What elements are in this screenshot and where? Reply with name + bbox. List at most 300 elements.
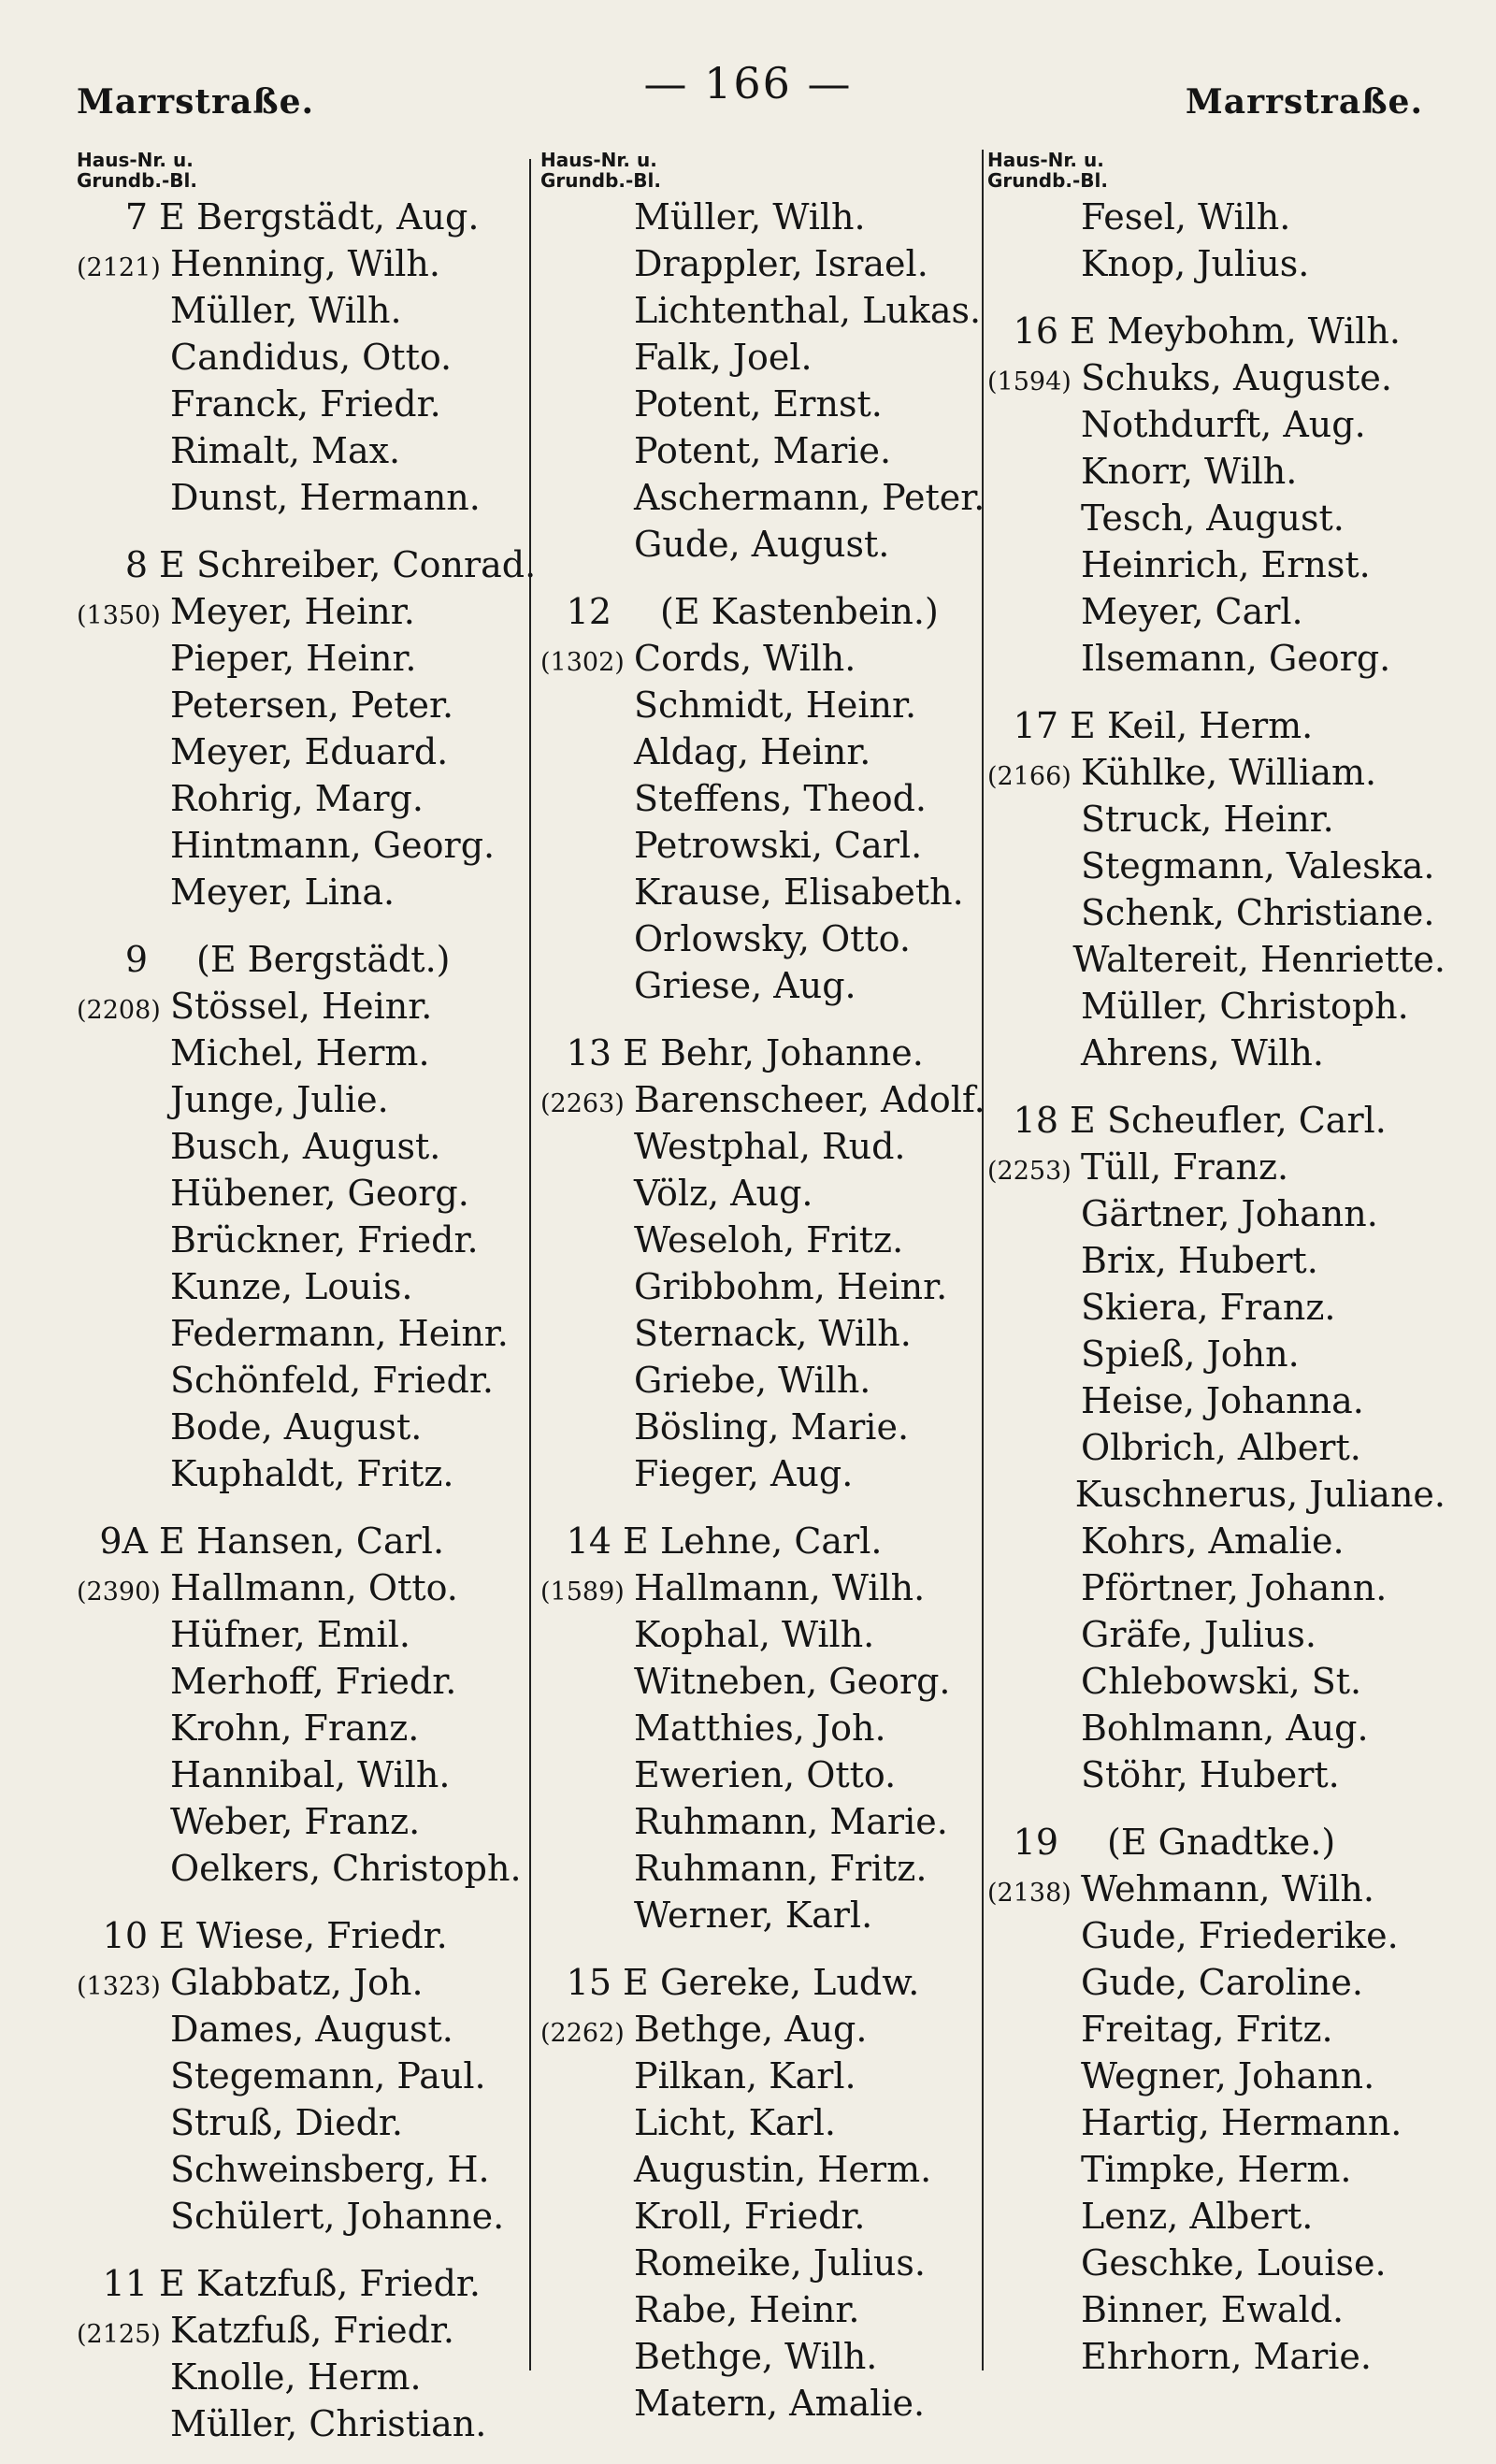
tenant-name: Struß, Diedr.	[170, 2102, 403, 2143]
street-name-right: Marrstraße.	[1185, 82, 1423, 122]
tenant-name: Heinrich, Ernst.	[1081, 544, 1371, 585]
tenant-name: Junge, Julie.	[170, 1079, 389, 1120]
tenant-row	[77, 1708, 544, 1754]
tenant-name: Oelkers, Christoph.	[170, 1848, 522, 1889]
land-register-number: (2138)	[987, 1879, 1072, 1908]
page-number: — 166 —	[643, 58, 853, 108]
tenant-row	[987, 1754, 1446, 1801]
tenant-name: Hannibal, Wilh.	[170, 1754, 451, 1795]
tenant-name: Meyer, Heinr.	[170, 591, 415, 632]
house-number: 13	[566, 1032, 611, 1073]
tenant-name: Barenscheer, Adolf.	[634, 1079, 985, 1120]
tenant-row	[77, 1406, 544, 1453]
tenant-row	[540, 731, 985, 778]
tenant-row	[540, 243, 985, 290]
tenant-name: Gräfe, Julius.	[1081, 1614, 1316, 1655]
tenant-name: Ruhmann, Fritz.	[634, 1848, 928, 1889]
tenant-row	[987, 2149, 1446, 2196]
house-entry-row	[540, 591, 985, 638]
tenant-name: Binner, Ewald.	[1081, 2289, 1345, 2330]
land-register-number: (1302)	[540, 648, 625, 677]
owner-marker: E	[159, 2263, 185, 2304]
tenant-row	[77, 778, 544, 825]
tenant-row	[540, 383, 985, 430]
tenant-row	[77, 638, 544, 684]
tenant-row	[987, 1287, 1446, 1333]
tenant-row	[987, 1474, 1446, 1520]
house-entry-row	[987, 1100, 1446, 1146]
house-entry-row	[987, 310, 1446, 357]
tenant-row	[540, 638, 985, 684]
tenant-name: Heise, Johanna.	[1081, 1380, 1364, 1421]
tenant-row	[540, 2009, 985, 2055]
tenant-row	[987, 1380, 1446, 1427]
land-register-number: (2166)	[987, 762, 1072, 791]
tenant-name: Müller, Wilh.	[634, 196, 866, 238]
tenant-row	[540, 1661, 985, 1708]
tenant-row	[77, 986, 544, 1032]
tenant-name: Spieß, John.	[1081, 1333, 1300, 1375]
tenant-name: Glabbatz, Joh.	[170, 1962, 424, 2003]
tenant-row	[540, 965, 985, 1012]
tenant-row	[540, 196, 985, 243]
tenant-name: Bohlmann, Aug.	[1081, 1708, 1369, 1749]
tenant-row	[987, 591, 1446, 638]
tenant-name: Fieger, Aug.	[634, 1453, 854, 1494]
tenant-name: Kunze, Louis.	[170, 1266, 413, 1307]
house-number: 14	[566, 1520, 611, 1562]
house-entry-row	[77, 1915, 544, 1962]
tenant-row	[987, 1146, 1446, 1193]
tenant-name: Dames, August.	[170, 2009, 453, 2050]
tenant-row	[540, 477, 985, 524]
house-number: 8	[124, 544, 148, 585]
tenant-row	[987, 638, 1446, 684]
tenant-row	[540, 430, 985, 477]
tenant-name: Pilkan, Karl.	[634, 2055, 856, 2097]
tenant-name: Tüll, Franz.	[1081, 1146, 1289, 1188]
tenant-name: Kroll, Friedr.	[634, 2196, 866, 2237]
owner-marker: E	[623, 1962, 649, 2003]
tenant-name: Kuschnerus, Juliane.	[1074, 1474, 1446, 1515]
house-number: 18	[1013, 1100, 1058, 1141]
owner-name: Lehne, Carl.	[660, 1520, 883, 1562]
owner-marker: E	[1070, 310, 1096, 352]
land-register-number: (2208)	[77, 996, 161, 1025]
tenant-row	[987, 544, 1446, 591]
tenant-row	[77, 430, 544, 477]
tenant-row	[77, 1801, 544, 1848]
tenant-name: Griebe, Wilh.	[634, 1360, 871, 1401]
tenant-row	[77, 1754, 544, 1801]
owner-name: Wiese, Friedr.	[196, 1915, 448, 1956]
house-number: 9A	[99, 1520, 148, 1562]
house-entry-row	[77, 1520, 544, 1567]
tenant-row	[987, 196, 1446, 243]
tenant-row	[987, 986, 1446, 1032]
tenant-row	[987, 939, 1446, 986]
tenant-name: Stegemann, Paul.	[170, 2055, 486, 2097]
tenant-name: Knorr, Wilh.	[1081, 451, 1298, 492]
tenant-row	[77, 2196, 544, 2242]
tenant-name: Müller, Christoph.	[1081, 986, 1409, 1027]
tenant-row	[77, 1079, 544, 1126]
tenant-name: Gude, August.	[634, 524, 890, 565]
house-entry-row	[987, 1822, 1446, 1868]
tenant-row	[540, 2196, 985, 2242]
tenant-name: Tesch, August.	[1081, 497, 1345, 539]
tenant-name: Hallmann, Otto.	[170, 1567, 458, 1608]
tenant-name: Hartig, Hermann.	[1081, 2102, 1402, 2143]
owner-marker: E	[1070, 705, 1096, 746]
tenant-row	[77, 477, 544, 524]
tenant-row	[77, 2310, 544, 2356]
column-header-line: Haus-Nr. u.	[77, 150, 194, 171]
tenant-row	[77, 2356, 544, 2403]
tenant-name: Brix, Hubert.	[1081, 1240, 1318, 1281]
tenant-name: Licht, Karl.	[634, 2102, 837, 2143]
tenant-name: Aschermann, Peter.	[634, 477, 985, 518]
tenant-name: Schenk, Christiane.	[1081, 892, 1435, 933]
tenant-name: Aldag, Heinr.	[634, 731, 871, 772]
owner-marker: E	[623, 1520, 649, 1562]
tenant-row	[987, 2242, 1446, 2289]
owner-name: Katzfuß, Friedr.	[196, 2263, 481, 2304]
tenant-name: Ehrhorn, Marie.	[1081, 2336, 1372, 2377]
tenant-name: Chlebowski, St.	[1081, 1661, 1362, 1702]
tenant-row	[987, 2055, 1446, 2102]
tenant-name: Lichtenthal, Lukas.	[634, 290, 982, 331]
tenant-row	[987, 752, 1446, 799]
tenant-name: Gärtner, Johann.	[1081, 1193, 1378, 1234]
tenant-row	[540, 1173, 985, 1219]
tenant-row	[77, 1266, 544, 1313]
tenant-name: Romeike, Julius.	[634, 2242, 926, 2284]
column-3	[987, 150, 1446, 2441]
tenant-row	[540, 825, 985, 872]
tenant-row	[77, 2009, 544, 2055]
tenant-row	[540, 918, 985, 965]
tenant-row	[987, 1567, 1446, 1614]
column-header-line: Haus-Nr. u.	[540, 150, 657, 171]
tenant-row	[540, 2383, 985, 2429]
owner-name: Behr, Johanne.	[660, 1032, 924, 1073]
tenant-row	[987, 1333, 1446, 1380]
tenant-name: Potent, Ernst.	[634, 383, 883, 425]
tenant-row	[987, 1708, 1446, 1754]
owner-name: Keil, Herm.	[1107, 705, 1314, 746]
land-register-number: (2263)	[540, 1089, 625, 1118]
tenant-name: Matern, Amalie.	[634, 2383, 926, 2424]
tenant-name: Drappler, Israel.	[634, 243, 928, 284]
tenant-name: Meyer, Eduard.	[170, 731, 449, 772]
owner-name: Hansen, Carl.	[196, 1520, 445, 1562]
tenant-name: Rabe, Heinr.	[634, 2289, 860, 2330]
tenant-name: Pförtner, Johann.	[1081, 1567, 1388, 1608]
tenant-name: Hintmann, Georg.	[170, 825, 496, 866]
owner-name: Meybohm, Wilh.	[1107, 310, 1401, 352]
tenant-name: Rimalt, Max.	[170, 430, 401, 471]
tenant-row	[540, 778, 985, 825]
tenant-name: Ewerien, Otto.	[634, 1754, 897, 1795]
tenant-row	[987, 892, 1446, 939]
tenant-row	[77, 1453, 544, 1500]
tenant-name: Geschke, Louise.	[1081, 2242, 1387, 2284]
tenant-name: Matthies, Joh.	[634, 1708, 886, 1749]
tenant-row	[987, 1427, 1446, 1474]
tenant-row	[540, 1453, 985, 1500]
tenant-name: Kühlke, William.	[1081, 752, 1377, 793]
tenant-name: Werner, Karl.	[634, 1895, 873, 1936]
tenant-name: Waltereit, Henriette.	[1072, 939, 1446, 980]
tenant-name: Federmann, Heinr.	[170, 1313, 509, 1354]
house-entry-row	[77, 196, 544, 243]
tenant-row	[540, 1614, 985, 1661]
tenant-row	[77, 825, 544, 872]
column-header	[540, 150, 985, 191]
tenant-name: Nothdurft, Aug.	[1081, 404, 1366, 445]
tenant-row	[540, 524, 985, 570]
tenant-row	[540, 2242, 985, 2289]
owner-marker: E	[1070, 1100, 1096, 1141]
tenant-row	[77, 731, 544, 778]
land-register-number: (1589)	[540, 1578, 625, 1607]
tenant-row	[77, 1614, 544, 1661]
tenant-row	[77, 1848, 544, 1895]
tenant-name: Brückner, Friedr.	[170, 1219, 479, 1261]
tenant-row	[540, 1895, 985, 1941]
tenant-row	[77, 337, 544, 383]
house-number: 7	[124, 196, 148, 238]
tenant-row	[540, 2336, 985, 2383]
house-number: 19	[1013, 1822, 1058, 1863]
tenant-row	[77, 1126, 544, 1173]
tenant-name: Skiera, Franz.	[1081, 1287, 1336, 1328]
tenant-name: Müller, Wilh.	[170, 290, 402, 331]
tenant-name: Ruhmann, Marie.	[634, 1801, 948, 1842]
tenant-row	[987, 845, 1446, 892]
tenant-row	[540, 1848, 985, 1895]
tenant-row	[987, 497, 1446, 544]
tenant-row	[77, 1032, 544, 1079]
tenant-row	[987, 1032, 1446, 1079]
tenant-row	[77, 872, 544, 918]
tenant-row	[987, 1661, 1446, 1708]
tenant-name: Westphal, Rud.	[634, 1126, 906, 1167]
owner-name: (E Bergstädt.)	[196, 939, 451, 980]
tenant-name: Falk, Joel.	[634, 337, 813, 378]
house-entry-row	[987, 705, 1446, 752]
tenant-name: Pieper, Heinr.	[170, 638, 417, 679]
owner-name: Schreiber, Conrad.	[196, 544, 537, 585]
tenant-row	[77, 1962, 544, 2009]
tenant-name: Kophal, Wilh.	[634, 1614, 875, 1655]
tenant-row	[987, 1614, 1446, 1661]
column-2	[540, 150, 985, 2441]
tenant-name: Schülert, Johanne.	[170, 2196, 505, 2237]
land-register-number: (2125)	[77, 2320, 161, 2349]
tenant-name: Schönfeld, Friedr.	[170, 1360, 494, 1401]
land-register-number: (2262)	[540, 2019, 625, 2048]
tenant-row	[77, 2055, 544, 2102]
owner-marker: E	[159, 1520, 185, 1562]
house-number: 9	[124, 939, 148, 980]
tenant-name: Krohn, Franz.	[170, 1708, 420, 1749]
street-name-left: Marrstraße.	[77, 82, 315, 122]
tenant-name: Völz, Aug.	[634, 1173, 813, 1214]
tenant-name: Müller, Christian.	[170, 2403, 487, 2441]
tenant-row	[540, 337, 985, 383]
house-entry-row	[77, 939, 544, 986]
tenant-row	[77, 1360, 544, 1406]
tenant-row	[987, 1520, 1446, 1567]
column-header	[77, 150, 544, 191]
tenant-row	[987, 1868, 1446, 1915]
tenant-name: Knop, Julius.	[1081, 243, 1310, 284]
tenant-name: Olbrich, Albert.	[1081, 1427, 1361, 1468]
tenant-row	[540, 290, 985, 337]
tenant-row	[77, 684, 544, 731]
tenant-row	[77, 2403, 544, 2441]
tenant-name: Meyer, Lina.	[170, 872, 396, 913]
tenant-row	[540, 872, 985, 918]
tenant-name: Freitag, Fritz.	[1081, 2009, 1333, 2050]
tenant-name: Griese, Aug.	[634, 965, 856, 1006]
house-entry-row	[77, 544, 544, 591]
tenant-row	[77, 290, 544, 337]
tenant-name: Bethge, Aug.	[634, 2009, 868, 2050]
tenant-row	[540, 684, 985, 731]
owner-marker: E	[159, 196, 185, 238]
tenant-row	[540, 2149, 985, 2196]
tenant-name: Hallmann, Wilh.	[634, 1567, 926, 1608]
house-entry-row	[540, 1962, 985, 2009]
land-register-number: (1594)	[987, 367, 1072, 396]
column-header-line: Grundb.-Bl.	[540, 169, 661, 192]
tenant-row	[77, 1173, 544, 1219]
tenant-name: Gribbohm, Heinr.	[634, 1266, 948, 1307]
tenant-name: Krause, Elisabeth.	[634, 872, 964, 913]
column-header-line: Grundb.-Bl.	[77, 169, 197, 192]
land-register-number: (1323)	[77, 1972, 161, 2001]
tenant-row	[540, 1266, 985, 1313]
tenant-name: Stöhr, Hubert.	[1081, 1754, 1340, 1795]
tenant-name: Candidus, Otto.	[170, 337, 453, 378]
tenant-row	[540, 1126, 985, 1173]
tenant-row	[540, 1079, 985, 1126]
tenant-row	[77, 2149, 544, 2196]
house-entry-row	[77, 2263, 544, 2310]
tenant-name: Orlowsky, Otto.	[634, 918, 911, 959]
tenant-name: Gude, Friederike.	[1081, 1915, 1399, 1956]
tenant-name: Henning, Wilh.	[170, 243, 440, 284]
column-header-line: Haus-Nr. u.	[987, 150, 1104, 171]
tenant-name: Rohrig, Marg.	[170, 778, 424, 819]
column-header-line: Grundb.-Bl.	[987, 169, 1108, 192]
tenant-row	[540, 1801, 985, 1848]
owner-marker: E	[159, 1915, 185, 1956]
land-register-number: (1350)	[77, 601, 161, 630]
tenant-row	[987, 1240, 1446, 1287]
tenant-name: Meyer, Carl.	[1081, 591, 1303, 632]
tenant-name: Hübener, Georg.	[170, 1173, 469, 1214]
owner-name: Scheufler, Carl.	[1107, 1100, 1387, 1141]
tenant-name: Fesel, Wilh.	[1081, 196, 1291, 238]
tenant-name: Ilsemann, Georg.	[1081, 638, 1391, 679]
tenant-name: Dunst, Hermann.	[170, 477, 481, 518]
owner-name: Gereke, Ludw.	[660, 1962, 920, 2003]
house-number: 17	[1013, 705, 1058, 746]
tenant-name: Sternack, Wilh.	[634, 1313, 912, 1354]
land-register-number: (2390)	[77, 1578, 161, 1607]
page-header	[0, 0, 1496, 159]
tenant-row	[540, 1754, 985, 1801]
tenant-row	[540, 1313, 985, 1360]
tenant-row	[540, 2055, 985, 2102]
tenant-row	[987, 799, 1446, 845]
tenant-name: Stegmann, Valeska.	[1081, 845, 1435, 886]
tenant-row	[540, 2102, 985, 2149]
tenant-name: Bethge, Wilh.	[634, 2336, 878, 2377]
tenant-name: Busch, August.	[170, 1126, 441, 1167]
column-header	[987, 150, 1446, 191]
tenant-row	[987, 2102, 1446, 2149]
owner-marker: E	[623, 1032, 649, 1073]
tenant-row	[540, 1567, 985, 1614]
tenant-row	[987, 2196, 1446, 2242]
land-register-number: (2121)	[77, 253, 161, 282]
tenant-row	[77, 243, 544, 290]
tenant-name: Schweinsberg, H.	[170, 2149, 490, 2190]
owner-marker: E	[159, 544, 185, 585]
house-number: 10	[102, 1915, 148, 1956]
tenant-row	[540, 2289, 985, 2336]
tenant-row	[987, 404, 1446, 451]
owner-name: (E Kastenbein.)	[660, 591, 939, 632]
tenant-row	[77, 2102, 544, 2149]
tenant-row	[77, 1219, 544, 1266]
tenant-row	[987, 2336, 1446, 2383]
tenant-row	[540, 1219, 985, 1266]
tenant-row	[540, 1360, 985, 1406]
house-entry-row	[540, 1032, 985, 1079]
tenant-name: Witneben, Georg.	[634, 1661, 951, 1702]
tenant-row	[540, 1708, 985, 1754]
tenant-row	[987, 1962, 1446, 2009]
tenant-row	[77, 383, 544, 430]
tenant-row	[987, 451, 1446, 497]
tenant-name: Stössel, Heinr.	[170, 986, 433, 1027]
tenant-name: Petrowski, Carl.	[634, 825, 923, 866]
tenant-row	[987, 1193, 1446, 1240]
tenant-name: Hüfner, Emil.	[170, 1614, 410, 1655]
tenant-row	[77, 591, 544, 638]
tenant-row	[540, 1406, 985, 1453]
house-number: 11	[102, 2263, 148, 2304]
tenant-name: Weseloh, Fritz.	[634, 1219, 904, 1261]
land-register-number: (2253)	[987, 1157, 1072, 1186]
tenant-row	[77, 1661, 544, 1708]
house-number: 12	[566, 591, 611, 632]
tenant-name: Petersen, Peter.	[170, 684, 454, 726]
tenant-name: Gude, Caroline.	[1081, 1962, 1363, 2003]
tenant-name: Wehmann, Wilh.	[1081, 1868, 1374, 1909]
tenant-row	[987, 2289, 1446, 2336]
tenant-name: Cords, Wilh.	[634, 638, 856, 679]
tenant-row	[987, 2009, 1446, 2055]
tenant-name: Weber, Franz.	[170, 1801, 421, 1842]
house-entry-row	[540, 1520, 985, 1567]
